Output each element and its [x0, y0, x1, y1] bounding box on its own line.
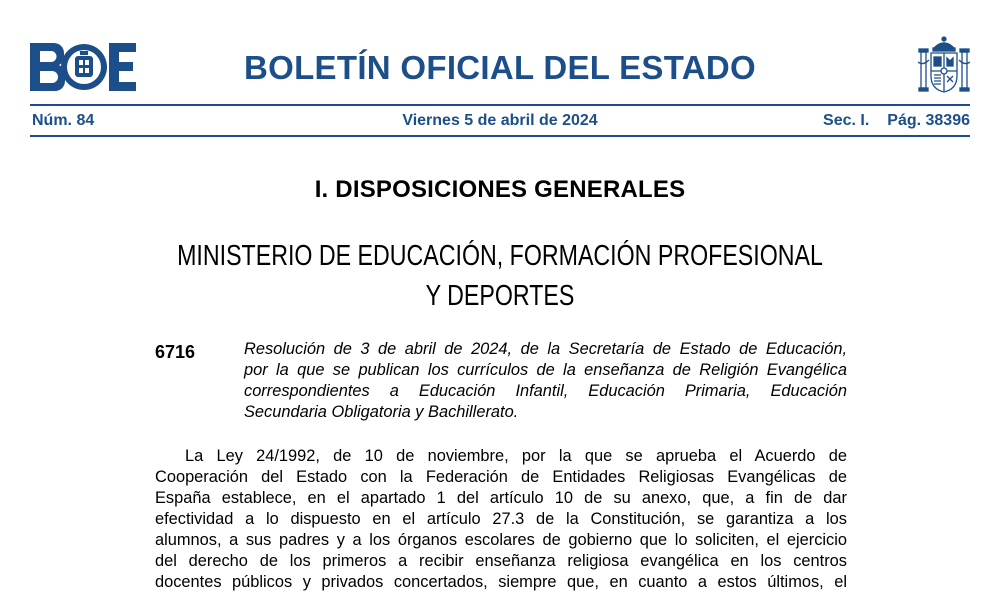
summary-line: por la que se publican los currículos de la enseñanza de Religión Evangélica: [244, 361, 847, 379]
publication-date: Viernes 5 de abril de 2024: [402, 112, 598, 129]
section-title: I. DISPOSICIONES GENERALES: [314, 176, 686, 203]
body-paragraph: [155, 446, 847, 593]
ministry-line: MINISTERIO DE EDUCACIÓN, FORMACIÓN PROFESIONAL: [177, 240, 823, 272]
body-line: efectividad a lo dispuesto en el artículo 27.3 de la Constitución, se garantiza a los: [155, 510, 847, 528]
ministry-line: Y DEPORTES: [425, 280, 575, 312]
section-label: Sec. I.: [823, 112, 870, 129]
boe-logo: [30, 43, 138, 91]
issue-number: Núm. 84: [32, 112, 95, 129]
document-summary: [244, 339, 847, 423]
ministry-title: [100, 236, 900, 316]
body-line: España establece, en el apartado 1 del artículo 10 de su anexo, que, a fin de dar: [155, 489, 847, 507]
section-page: [823, 112, 970, 130]
coat-of-arms-icon: [918, 36, 970, 94]
header-meta-bar: [30, 104, 970, 137]
body-line: del derecho de los primeros a recibir enseñanza religiosa evangélica en los centros: [155, 552, 847, 570]
body-line: alumnos, a sus padres y a los órganos escolares de gobierno que lo soliciten, el ejercicio: [155, 531, 847, 549]
body-line: La Ley 24/1992, de 10 de noviembre, por la que se aprueba el Acuerdo de: [185, 447, 847, 465]
journal-title: BOLETÍN OFICIAL DEL ESTADO: [244, 49, 756, 86]
body-line: docentes públicos y privados concertados, siempre que, en cuanto a estos últimos, el: [155, 573, 847, 591]
summary-line: Secundaria Obligatoria y Bachillerato.: [244, 403, 519, 421]
body-line: Cooperación del Estado con la Federación de Entidades Religiosas Evangélicas de: [155, 468, 847, 486]
summary-line: correspondientes a Educación Infantil, Educación Primaria, Educación: [244, 382, 847, 400]
summary-line: Resolución de 3 de abril de 2024, de la Secretaría de Estado de Educación,: [244, 340, 847, 358]
page-number: Pág. 38396: [887, 112, 970, 129]
document-number: 6716: [155, 342, 196, 362]
